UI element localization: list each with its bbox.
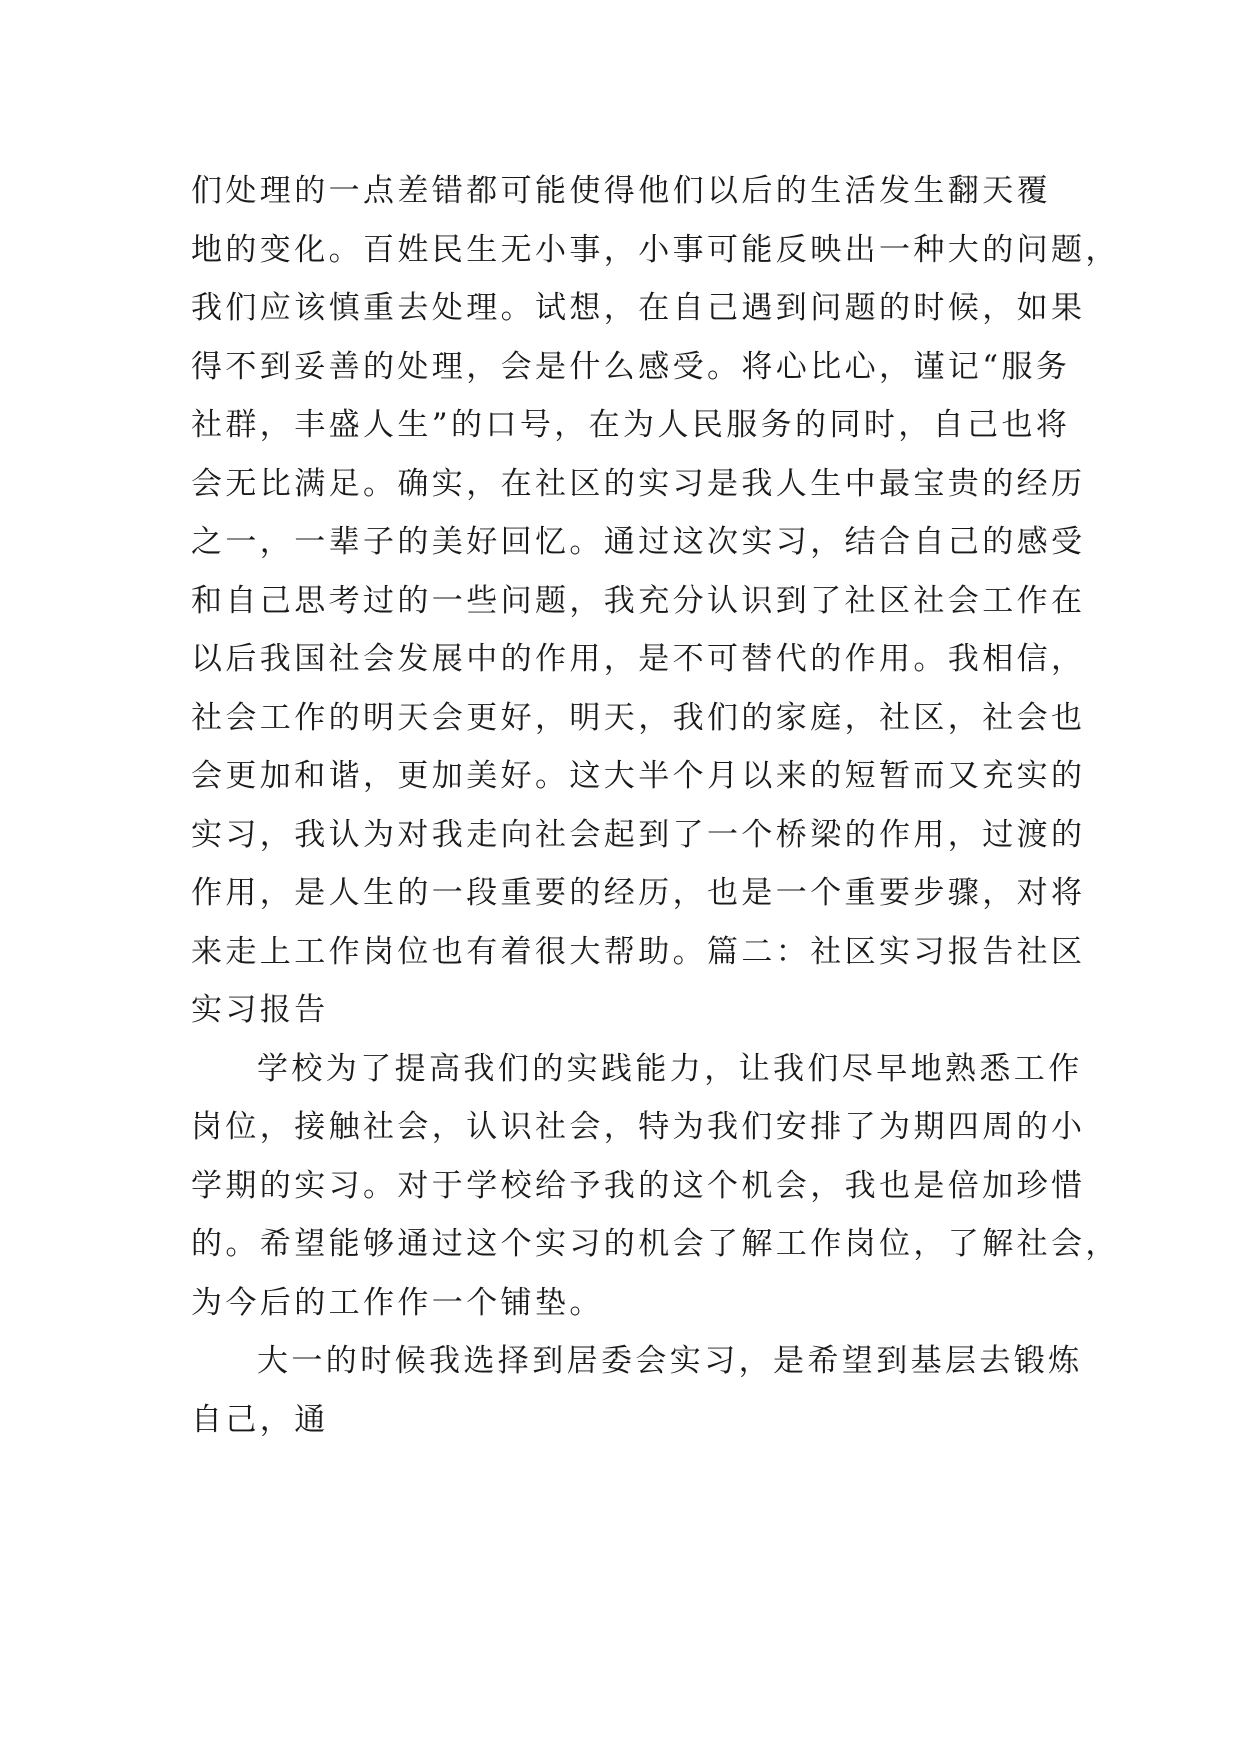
text-line: 自己，通 xyxy=(191,1401,329,1438)
text-line: 社群，丰盛人生”的口号，在为人民服务的同时，自己也将 xyxy=(191,407,1071,443)
body-text xyxy=(191,162,1120,1449)
text-line: 以后我国社会发展中的作用，是不可替代的作用。我相信， xyxy=(191,641,1086,677)
text-line: 得不到妥善的处理，会是什么感受。将心比心，谨记“服务 xyxy=(191,348,1071,385)
paragraph-start-line: 学校为了提高我们的实践能力，让我们尽早地熟悉工作 xyxy=(257,1050,1083,1087)
text-line: 地的变化。百姓民生无小事，小事可能反映出一种大的问题， xyxy=(191,231,1120,268)
text-line: 的。希望能够通过这个实习的机会了解工作岗位，了解社会， xyxy=(191,1226,1120,1262)
text-line: 和自己思考过的一些问题，我充分认识到了社区社会工作在 xyxy=(191,582,1086,619)
text-line: 实习，我认为对我走向社会起到了一个桥梁的作用，过渡的 xyxy=(191,816,1086,853)
text-line: 岗位，接触社会，认识社会，特为我们安排了为期四周的小 xyxy=(191,1109,1086,1145)
text-line: 之一，一辈子的美好回忆。通过这次实习，结合自己的感受 xyxy=(191,524,1086,560)
text-line: 们处理的一点差错都可能使得他们以后的生活发生翻天覆 xyxy=(191,173,1051,209)
text-line: 学期的实习。对于学校给予我的这个机会，我也是倍加珍惜 xyxy=(191,1167,1086,1204)
text-line: 为今后的工作作一个铺垫。 xyxy=(191,1284,604,1321)
text-line: 社会工作的明天会更好，明天，我们的家庭，社区，社会也 xyxy=(191,699,1086,736)
text-line: 作用，是人生的一段重要的经历，也是一个重要步骤，对将 xyxy=(191,875,1086,911)
paragraph-start-line: 大一的时候我选择到居委会实习，是希望到基层去锻炼 xyxy=(257,1343,1083,1379)
text-line: 实习报告 xyxy=(191,992,329,1028)
text-line: 会更加和谐，更加美好。这大半个月以来的短暂而又充实的 xyxy=(191,758,1086,794)
text-line: 我们应该慎重去处理。试想，在自己遇到问题的时候，如果 xyxy=(191,290,1086,326)
text-line: 来走上工作岗位也有着很大帮助。篇二：社区实习报告社区 xyxy=(191,933,1086,970)
text-line: 会无比满足。确实，在社区的实习是我人生中最宝贵的经历 xyxy=(191,465,1086,502)
